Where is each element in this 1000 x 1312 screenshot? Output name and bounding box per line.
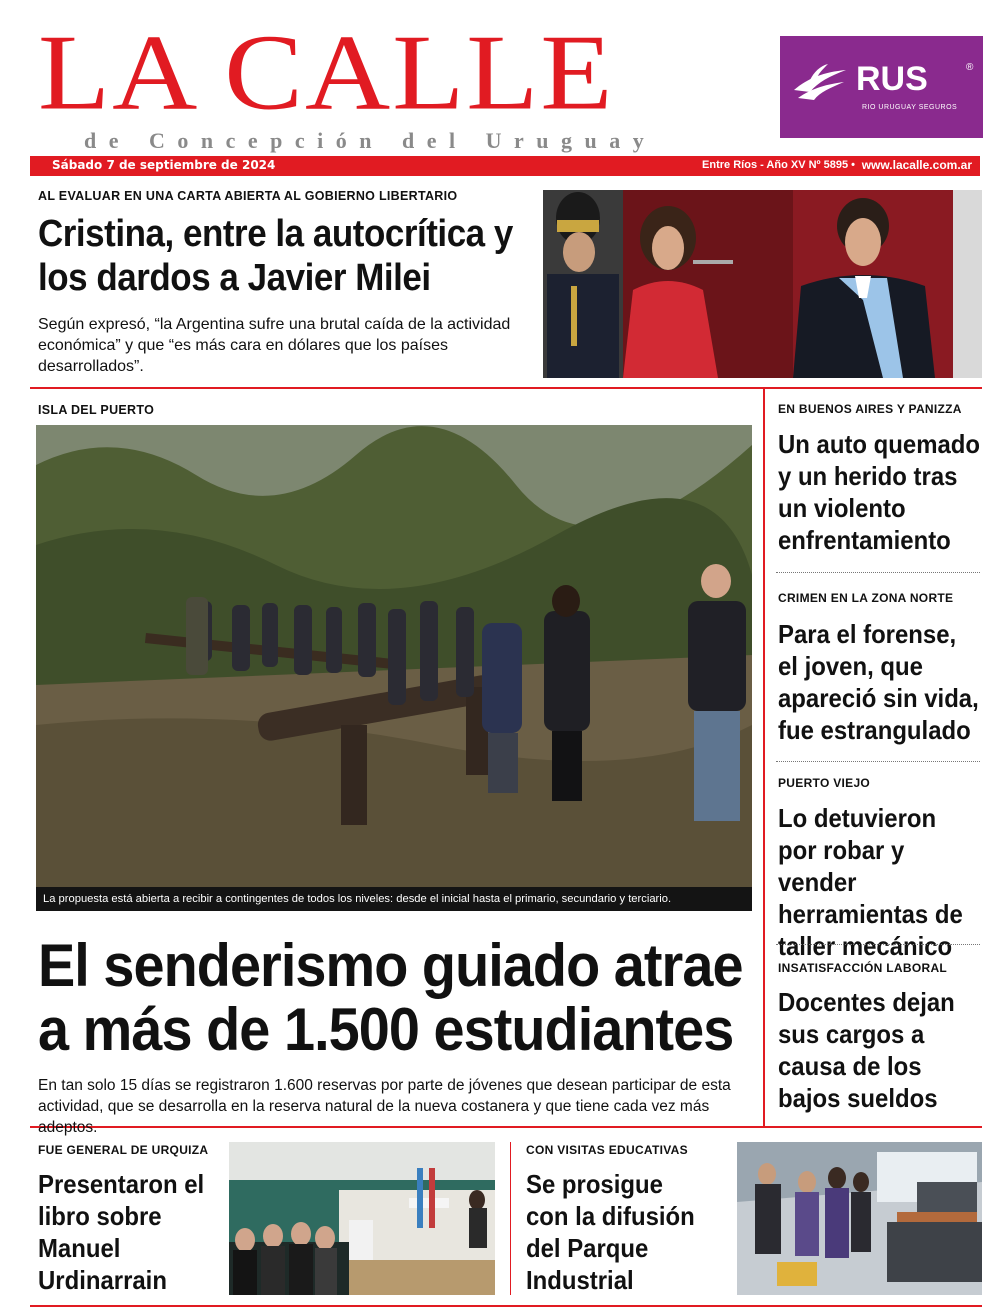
sidebar-kicker-1: EN BUENOS AIRES Y PANIZZA xyxy=(778,402,962,416)
main-headline-line-1: El senderismo guiado atrae xyxy=(38,932,743,999)
page-rule-bottom xyxy=(30,1305,982,1307)
edition-date: Sábado 7 de septiembre de 2024 xyxy=(52,158,276,172)
section-rule-top xyxy=(30,387,982,389)
sidebar-headline-1[interactable]: Un auto quemado y un herido tras un violento enfrentamiento xyxy=(778,429,980,555)
cristina-milei-photo[interactable] xyxy=(543,190,982,378)
masthead-subtitle: de Concepción del Uruguay xyxy=(84,128,657,153)
book-presentation-illustration xyxy=(229,1142,495,1295)
book-presentation-photo[interactable] xyxy=(229,1142,495,1295)
bottom-headline-2[interactable]: Se prosigue con la difusión del Parque Industrial xyxy=(526,1169,695,1295)
main-story-kicker: ISLA DEL PUERTO xyxy=(38,403,155,417)
cristina-milei-illustration xyxy=(543,190,982,378)
ad-tagline: RIO URUGUAY SEGUROS xyxy=(862,104,958,111)
ad-registered: ® xyxy=(966,62,974,73)
website-link[interactable]: www.lacalle.com.ar xyxy=(861,158,972,172)
top-story-kicker: AL EVALUAR EN UNA CARTA ABIERTA AL GOBIERNO LIBERTARIO xyxy=(38,189,458,203)
edition-issue: Entre Ríos - Año XV Nº 5895 • xyxy=(702,159,855,171)
sidebar-kicker-4: INSATISFACCIÓN LABORAL xyxy=(778,961,948,975)
date-bar xyxy=(30,156,980,176)
masthead-logo[interactable] xyxy=(38,11,718,153)
sidebar-divider-1 xyxy=(776,572,980,573)
sidebar-headline-3[interactable]: Lo detuvieron por robar y vender herramientas de taller mecánico xyxy=(778,803,963,961)
ad-brand: RUS xyxy=(856,60,928,98)
main-story-headline[interactable] xyxy=(38,934,773,1062)
bottom-column-rule xyxy=(510,1142,511,1295)
main-headline-line-2: a más de 1.500 estudiantes xyxy=(38,996,734,1063)
sidebar-kicker-2: CRIMEN EN LA ZONA NORTE xyxy=(778,591,954,605)
parque-industrial-illustration xyxy=(737,1142,982,1295)
bottom-headline-1[interactable]: Presentaron el libro sobre Manuel Urdinarrain xyxy=(38,1169,205,1295)
top-story-lead: Según expresó, “la Argentina sufre una brutal caída de la actividad económica” y que “es más cara en dólares que los países desarrollados”. xyxy=(38,316,511,375)
rus-advertisement[interactable] xyxy=(780,36,983,138)
rus-wing-logo xyxy=(790,60,850,102)
sidebar-divider-3 xyxy=(776,944,980,945)
parque-industrial-photo[interactable] xyxy=(737,1142,982,1295)
sidebar-headline-4[interactable]: Docentes dejan sus cargos a causa de los bajos sueldos xyxy=(778,987,955,1113)
main-story-lead: En tan solo 15 días se registraron 1.600 reservas por parte de jóvenes que desean participar de esta actividad, que se desarrolla en la reserva natural de la nueva costanera y que tiene cada vez más adeptos. xyxy=(38,1077,731,1136)
bottom-kicker-2: CON VISITAS EDUCATIVAS xyxy=(526,1143,688,1157)
sidebar-kicker-3: PUERTO VIEJO xyxy=(778,776,871,790)
main-photo-caption: La propuesta está abierta a recibir a contingentes de todos los niveles: desde el inicial hasta el primario, secundario y terciario. xyxy=(36,887,752,911)
sidebar-headline-2[interactable]: Para el forense, el joven, que apareció sin vida, fue estrangulado xyxy=(778,619,979,745)
bottom-kicker-1: FUE GENERAL DE URQUIZA xyxy=(38,1143,209,1157)
isla-del-puerto-photo[interactable] xyxy=(36,425,752,911)
masthead-title: LA CALLE xyxy=(38,11,615,133)
sidebar-divider-2 xyxy=(776,761,980,762)
hiking-students-illustration xyxy=(36,425,752,911)
top-story-headline[interactable]: Cristina, entre la autocrítica y los dardos a Javier Milei xyxy=(38,213,513,299)
